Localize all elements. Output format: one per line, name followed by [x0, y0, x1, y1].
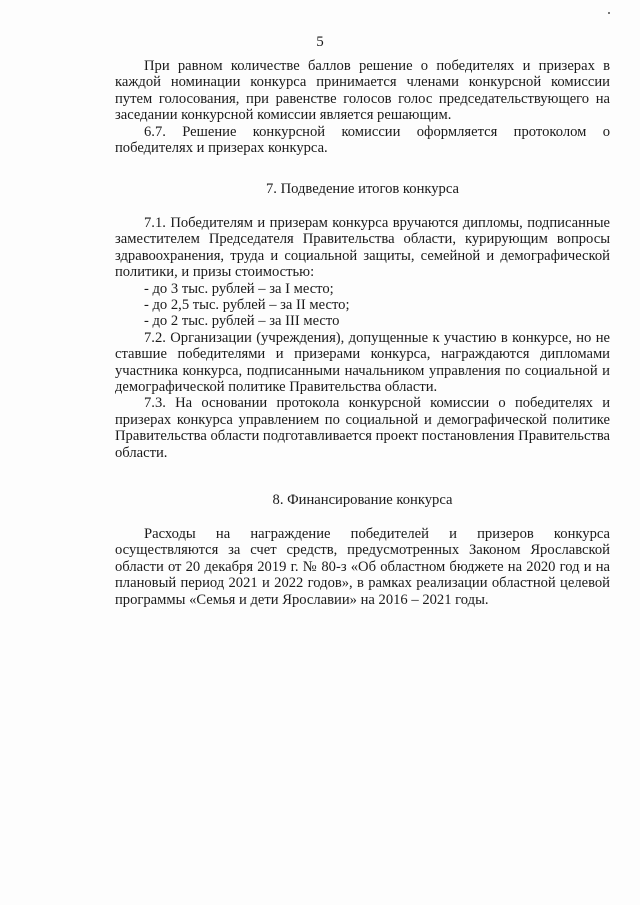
- section-7-heading: 7. Подведение итогов конкурса: [266, 181, 459, 197]
- section-6-text: [115, 58, 610, 156]
- paragraph-7-2: 7.2. Организации (учреждения), допущенные к участию в конкурсе, но не ставшие победителями и призерами конкурса, награждаются дипломами участника конкурса, подписанными начальником управления по социальной и демографической политике Правительства области.: [115, 329, 610, 396]
- section-7-heading-block: [115, 181, 610, 197]
- paragraph-tie-rule: При равном количестве баллов решение о победителях и призерах в каждой номинации конкурса принимается членами конкурсной комиссии путем голосования, при равенстве голосов голос председательствующего на заседании конкурсной комиссии является решающим.: [115, 58, 610, 124]
- paragraph-financing: Расходы на награждение победителей и призеров конкурса осуществляются за счет средств, предусмотренных Законом Ярославской области от 20 декабря 2019 г. № 80-з «Об областном бюджете на 2020 год и на плановый период 2021 и 2022 годов», в рамках реализации областной целевой программы «Семья и дети Ярославии» на 2016 – 2021 годы.: [115, 526, 610, 608]
- page-number: 5: [316, 34, 324, 50]
- section-7-text: [115, 215, 610, 461]
- paragraph-7-3: 7.3. На основании протокола конкурсной комиссии о победителях и призерах конкурса управлением по социальной и демографической политике Правительства области подготавливается проект постановления Правительства области.: [115, 395, 610, 461]
- prize-item-3: - до 2 тыс. рублей – за III место: [144, 313, 340, 330]
- paragraph-7-1: 7.1. Победителям и призерам конкурса вручаются дипломы, подписанные заместителем Председателя Правительства области, курирующим вопросы здравоохранения, труда и социальной защиты, семейной и демографической политики, и призы стоимостью:: [115, 215, 610, 281]
- section-8-heading: 8. Финансирование конкурса: [272, 492, 453, 508]
- prize-item-2: - до 2,5 тыс. рублей – за II место;: [144, 297, 350, 314]
- prize-item-1: - до 3 тыс. рублей – за I место;: [144, 280, 334, 297]
- section-8-text: [115, 526, 610, 608]
- paragraph-6-7: 6.7. Решение конкурсной комиссии оформляется протоколом о победителях и призерах конкурса.: [115, 123, 610, 157]
- scan-mark: [608, 12, 610, 14]
- section-8-heading-block: [115, 492, 610, 508]
